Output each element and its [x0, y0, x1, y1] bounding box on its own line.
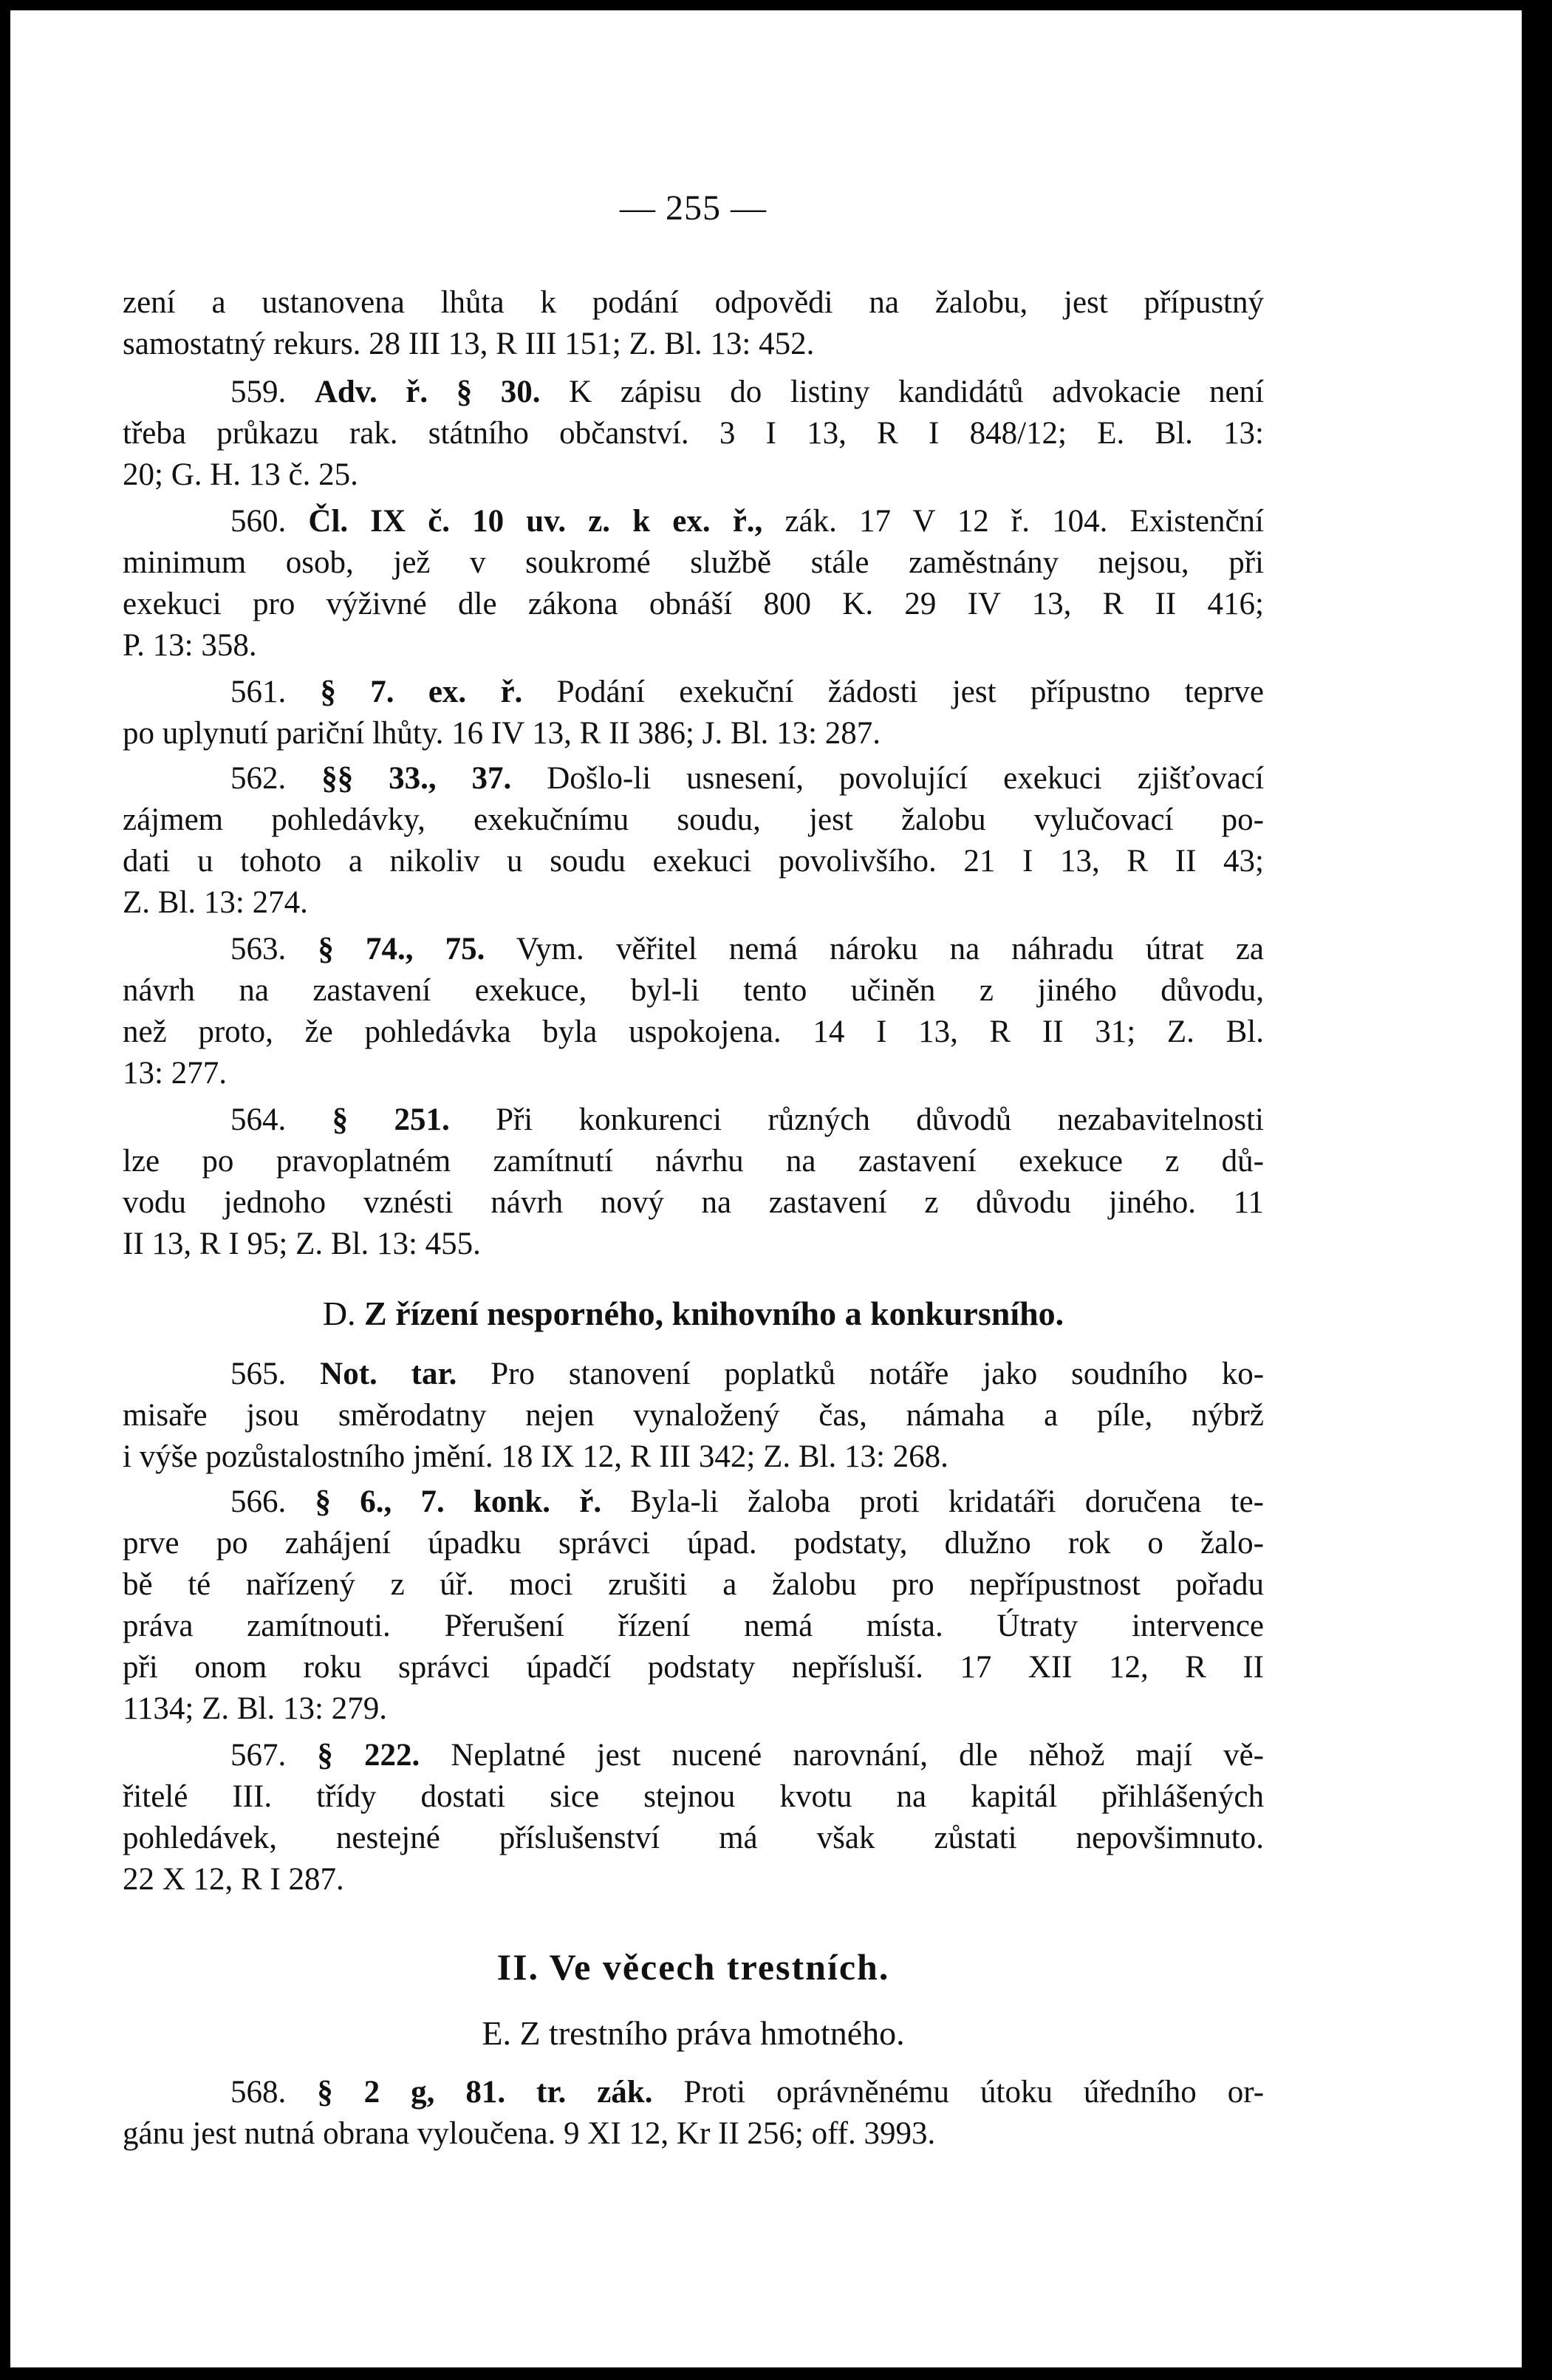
entry-text: Při konkurenci různých důvodů nezabavitelnosti	[496, 1102, 1265, 1137]
entry-560-line-1	[123, 501, 1264, 542]
entry-text: Byla-li žaloba proti kridatáři doručena te-	[630, 1484, 1264, 1519]
intro-line-2: samostatný rekurs. 28 III 13, R III 151; Z. Bl. 13: 452.	[123, 327, 815, 361]
entry-565-line-2: misaře jsou směrodatny nejen vynaložený čas, námaha a píle, nýbrž	[123, 1398, 1264, 1433]
document-page	[10, 10, 1522, 2367]
entry-564-line-1	[123, 1099, 1264, 1141]
entry-number: 560.	[230, 504, 287, 539]
entry-law-ref: § 7. ex. ř.	[320, 675, 523, 709]
entry-566-line-3: bě té nařízený z úř. moci zrušiti a žalobu pro nepřípustnost pořadu	[123, 1567, 1264, 1602]
entry-567-line-2: řitelé III. třídy dostati sice stejnou kvotu na kapitál přihlášených	[123, 1779, 1264, 1814]
entry-562-line-1	[123, 758, 1264, 799]
entry-564-line-2: lze po pravoplatném zamítnutí návrhu na zastavení exekuce z dů-	[123, 1144, 1264, 1179]
entry-559-line-1	[123, 372, 1264, 413]
entry-law-ref: § 6., 7. konk. ř.	[315, 1484, 602, 1519]
entry-number: 559.	[230, 375, 287, 409]
page-number: — 255 —	[620, 188, 767, 228]
entry-568-line-2: gánu jest nutná obrana vyloučena. 9 XI 12, Kr II 256; off. 3993.	[123, 2116, 936, 2151]
entry-560-line-3: exekuci pro výživné dle zákona obnáší 800 K. 29 IV 13, R II 416;	[123, 587, 1264, 621]
entry-number: 568.	[230, 2075, 287, 2110]
entry-law-ref: § 2 g, 81. tr. zák.	[317, 2075, 653, 2110]
entry-559-line-3: 20; G. H. 13 č. 25.	[123, 457, 358, 492]
entry-565-line-1	[123, 1354, 1264, 1395]
entry-566-line-4: práva zamítnouti. Přerušení řízení nemá místa. Útraty intervence	[123, 1609, 1264, 1643]
entry-number: 565.	[230, 1357, 287, 1391]
entry-561-line-2: po uplynutí pariční lhůty. 16 IV 13, R II 386; J. Bl. 13: 287.	[123, 716, 881, 751]
entry-number: 566.	[230, 1484, 287, 1519]
entry-law-ref: Adv. ř. § 30.	[314, 375, 541, 409]
entry-562-line-3: dati u tohoto a nikoliv u soudu exekuci povolivšího. 21 I 13, R II 43;	[123, 844, 1264, 879]
section-title: Z řízení nesporného, knihovního a konkursního.	[364, 1295, 1064, 1332]
entry-566-line-6: 1134; Z. Bl. 13: 279.	[123, 1691, 387, 1726]
intro-line-1: zení a ustanovena lhůta k podání odpovědi na žalobu, jest přípustný	[123, 285, 1264, 320]
section-letter: D.	[322, 1295, 356, 1332]
entry-563-line-1	[123, 929, 1264, 970]
entry-number: 567.	[230, 1738, 287, 1773]
entry-text: Proti oprávněnému útoku úředního or-	[683, 2075, 1265, 2110]
entry-560-line-2: minimum osob, jež v soukromé službě stále zaměstnány nejsou, při	[123, 545, 1264, 580]
entry-number: 562.	[230, 761, 287, 796]
entry-563-line-2: návrh na zastavení exekuce, byl-li tento učiněn z jiného důvodu,	[123, 973, 1264, 1008]
entry-text: Došlo-li usnesení, povolující exekuci zjišťovací	[547, 761, 1265, 796]
entry-text: Vym. věřitel nemá nároku na náhradu útrat za	[516, 932, 1264, 966]
section-heading-e: E. Z trestního práva hmotného.	[482, 2014, 905, 2052]
entry-564-line-3: vodu jednoho vznésti návrh nový na zastavení z důvodu jiného. 11	[123, 1185, 1264, 1220]
entry-559-line-2: třeba průkazu rak. státního občanství. 3 I 13, R I 848/12; E. Bl. 13:	[123, 416, 1264, 451]
entry-560-line-4: P. 13: 358.	[123, 628, 257, 663]
entry-text: Podání exekuční žádosti jest přípustno teprve	[556, 675, 1265, 709]
entry-law-ref: Čl. IX č. 10 uv. z. k ex. ř.,	[308, 504, 763, 539]
entry-567-line-4: 22 X 12, R I 287.	[123, 1862, 344, 1897]
entry-text: K zápisu do listiny kandidátů advokacie není	[569, 375, 1265, 409]
entry-law-ref: §§ 33., 37.	[321, 761, 512, 796]
entry-562-line-4: Z. Bl. 13: 274.	[123, 885, 308, 920]
entry-563-line-3: než proto, že pohledávka byla uspokojena. 14 I 13, R II 31; Z. Bl.	[123, 1015, 1264, 1049]
entry-text: Pro stanovení poplatků notáře jako soudního ko-	[490, 1357, 1265, 1391]
entry-law-ref: § 74., 75.	[318, 932, 485, 966]
entry-number: 564.	[230, 1102, 287, 1137]
entry-text: Neplatné jest nucené narovnání, dle něhož mají vě-	[451, 1738, 1264, 1773]
entry-562-line-2: zájmem pohledávky, exekučnímu soudu, jest žalobu vylučovací po-	[123, 802, 1264, 837]
entry-number: 563.	[230, 932, 287, 966]
scan-right-edge	[1522, 0, 1552, 2380]
entry-561-line-1	[123, 672, 1264, 713]
entry-number: 561.	[230, 675, 287, 709]
entry-law-ref: Not. tar.	[320, 1357, 457, 1391]
part-heading-ii: II. Ve věcech trestních.	[496, 1946, 890, 1988]
entry-566-line-1	[123, 1481, 1264, 1523]
entry-law-ref: § 222.	[317, 1738, 420, 1773]
entry-566-line-5: při onom roku správci úpadčí podstaty nepřísluší. 17 XII 12, R II	[123, 1650, 1264, 1685]
entry-563-line-4: 13: 277.	[123, 1056, 227, 1091]
section-heading-d	[123, 1291, 1264, 1337]
entry-564-line-4: II 13, R I 95; Z. Bl. 13: 455.	[123, 1227, 481, 1261]
entry-568-line-1	[123, 2072, 1264, 2113]
entry-565-line-3: i výše pozůstalostního jmění. 18 IX 12, R III 342; Z. Bl. 13: 268.	[123, 1439, 948, 1474]
entry-566-line-2: prve po zahájení úpadku správci úpad. podstaty, dlužno rok o žalo-	[123, 1526, 1264, 1561]
entry-law-ref: § 251.	[332, 1102, 450, 1137]
entry-567-line-1	[123, 1735, 1264, 1776]
entry-text: zák. 17 V 12 ř. 104. Existenční	[784, 504, 1264, 539]
entry-567-line-3: pohledávek, nestejné příslušenství má však zůstati nepovšimnuto.	[123, 1821, 1264, 1855]
